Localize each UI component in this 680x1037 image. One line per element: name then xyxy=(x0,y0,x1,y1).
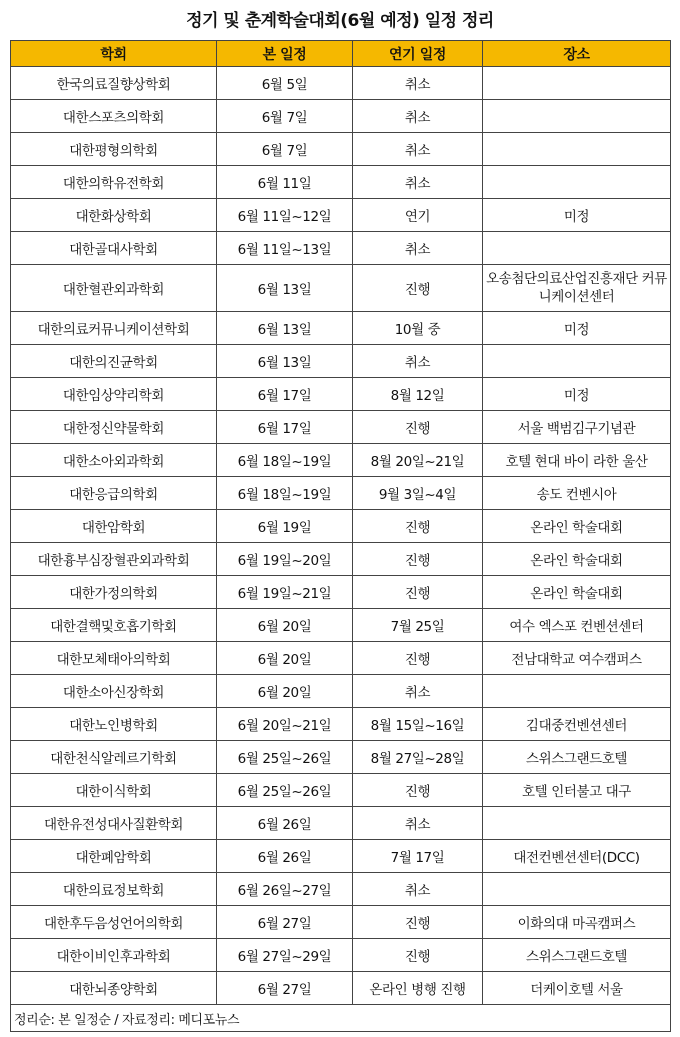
page-title: 정기 및 춘계학술대회(6월 예정) 일정 정리 xyxy=(186,11,494,31)
table-row xyxy=(11,840,671,873)
cell-venue: 온라인 학술대회 xyxy=(483,576,671,609)
cell-society: 대한흉부심장혈관외과학회 xyxy=(11,543,217,576)
cell-postponed-date: 진행 xyxy=(353,939,483,972)
cell-original-date: 6월 25일~26일 xyxy=(217,774,353,807)
table-header-row xyxy=(11,41,671,67)
cell-society: 대한결핵및호흡기학회 xyxy=(11,609,217,642)
table-row xyxy=(11,807,671,840)
cell-venue: 호텔 현대 바이 라한 울산 xyxy=(483,444,671,477)
cell-postponed-date: 진행 xyxy=(353,265,483,312)
cell-original-date: 6월 18일~19일 xyxy=(217,477,353,510)
cell-postponed-date: 취소 xyxy=(353,67,483,100)
cell-society: 대한의료정보학회 xyxy=(11,873,217,906)
cell-postponed-date: 취소 xyxy=(353,345,483,378)
cell-society: 대한의진균학회 xyxy=(11,345,217,378)
cell-society: 대한정신약물학회 xyxy=(11,411,217,444)
cell-postponed-date: 7월 25일 xyxy=(353,609,483,642)
cell-postponed-date: 취소 xyxy=(353,166,483,199)
cell-original-date: 6월 17일 xyxy=(217,378,353,411)
cell-original-date: 6월 20일 xyxy=(217,642,353,675)
cell-postponed-date: 취소 xyxy=(353,100,483,133)
table-row xyxy=(11,675,671,708)
schedule-table xyxy=(10,40,671,1032)
cell-original-date: 6월 7일 xyxy=(217,133,353,166)
table-row xyxy=(11,939,671,972)
cell-venue: 오송첨단의료산업진흥재단 커뮤니케이션센터 xyxy=(483,265,671,312)
cell-postponed-date: 8월 15일~16일 xyxy=(353,708,483,741)
cell-postponed-date: 연기 xyxy=(353,199,483,232)
table-row xyxy=(11,133,671,166)
table-row xyxy=(11,906,671,939)
cell-original-date: 6월 20일 xyxy=(217,675,353,708)
cell-venue: 이화의대 마곡캠퍼스 xyxy=(483,906,671,939)
cell-postponed-date: 취소 xyxy=(353,675,483,708)
cell-original-date: 6월 27일~29일 xyxy=(217,939,353,972)
cell-society: 대한이비인후과학회 xyxy=(11,939,217,972)
cell-venue: 스위스그랜드호텔 xyxy=(483,741,671,774)
cell-venue: 온라인 학술대회 xyxy=(483,510,671,543)
cell-original-date: 6월 7일 xyxy=(217,100,353,133)
cell-postponed-date: 8월 20일~21일 xyxy=(353,444,483,477)
table-row xyxy=(11,642,671,675)
table-row xyxy=(11,100,671,133)
table-footer-row xyxy=(11,1005,671,1032)
cell-society: 대한의료커뮤니케이션학회 xyxy=(11,312,217,345)
cell-society: 대한혈관외과학회 xyxy=(11,265,217,312)
cell-venue: 미정 xyxy=(483,378,671,411)
cell-original-date: 6월 13일 xyxy=(217,312,353,345)
cell-venue xyxy=(483,67,671,100)
cell-original-date: 6월 26일 xyxy=(217,840,353,873)
cell-venue: 미정 xyxy=(483,312,671,345)
table-footnote: 정리순: 본 일정순 / 자료정리: 메디포뉴스 xyxy=(11,1005,671,1032)
table-row xyxy=(11,378,671,411)
cell-society: 대한이식학회 xyxy=(11,774,217,807)
cell-postponed-date: 10월 중 xyxy=(353,312,483,345)
cell-venue: 송도 컨벤시아 xyxy=(483,477,671,510)
cell-original-date: 6월 11일~13일 xyxy=(217,232,353,265)
cell-postponed-date: 취소 xyxy=(353,232,483,265)
cell-society: 대한응급의학회 xyxy=(11,477,217,510)
table-row xyxy=(11,543,671,576)
cell-venue: 온라인 학술대회 xyxy=(483,543,671,576)
cell-postponed-date: 진행 xyxy=(353,510,483,543)
cell-society: 대한소아외과학회 xyxy=(11,444,217,477)
cell-venue xyxy=(483,166,671,199)
cell-postponed-date: 온라인 병행 진행 xyxy=(353,972,483,1005)
cell-postponed-date: 진행 xyxy=(353,774,483,807)
cell-original-date: 6월 26일 xyxy=(217,807,353,840)
table-row xyxy=(11,232,671,265)
cell-original-date: 6월 25일~26일 xyxy=(217,741,353,774)
cell-original-date: 6월 20일 xyxy=(217,609,353,642)
cell-venue xyxy=(483,232,671,265)
cell-society: 한국의료질향상학회 xyxy=(11,67,217,100)
cell-original-date: 6월 5일 xyxy=(217,67,353,100)
cell-venue: 서울 백범김구기념관 xyxy=(483,411,671,444)
cell-original-date: 6월 19일 xyxy=(217,510,353,543)
cell-society: 대한후두음성언어의학회 xyxy=(11,906,217,939)
cell-society: 대한화상학회 xyxy=(11,199,217,232)
table-row xyxy=(11,345,671,378)
cell-postponed-date: 취소 xyxy=(353,133,483,166)
cell-venue: 더케이호텔 서울 xyxy=(483,972,671,1005)
cell-society: 대한유전성대사질환학회 xyxy=(11,807,217,840)
cell-society: 대한스포츠의학회 xyxy=(11,100,217,133)
table-row xyxy=(11,166,671,199)
cell-venue xyxy=(483,100,671,133)
cell-society: 대한소아신장학회 xyxy=(11,675,217,708)
cell-postponed-date: 9월 3일~4일 xyxy=(353,477,483,510)
table-row xyxy=(11,67,671,100)
cell-society: 대한천식알레르기학회 xyxy=(11,741,217,774)
cell-society: 대한폐암학회 xyxy=(11,840,217,873)
cell-venue: 여수 엑스포 컨벤션센터 xyxy=(483,609,671,642)
table-row xyxy=(11,199,671,232)
cell-original-date: 6월 17일 xyxy=(217,411,353,444)
table-row xyxy=(11,411,671,444)
table-row xyxy=(11,444,671,477)
cell-postponed-date: 진행 xyxy=(353,543,483,576)
table-row xyxy=(11,265,671,312)
cell-venue: 대전컨벤션센터(DCC) xyxy=(483,840,671,873)
cell-original-date: 6월 13일 xyxy=(217,265,353,312)
cell-venue: 전남대학교 여수캠퍼스 xyxy=(483,642,671,675)
cell-venue: 스위스그랜드호텔 xyxy=(483,939,671,972)
cell-venue xyxy=(483,873,671,906)
cell-society: 대한골대사학회 xyxy=(11,232,217,265)
table-row xyxy=(11,774,671,807)
table-row xyxy=(11,477,671,510)
cell-original-date: 6월 19일~21일 xyxy=(217,576,353,609)
table-row xyxy=(11,609,671,642)
cell-postponed-date: 취소 xyxy=(353,807,483,840)
table-row xyxy=(11,972,671,1005)
column-header-postponed-date: 연기 일정 xyxy=(353,41,483,67)
column-header-original-date: 본 일정 xyxy=(217,41,353,67)
cell-society: 대한모체태아의학회 xyxy=(11,642,217,675)
cell-postponed-date: 진행 xyxy=(353,642,483,675)
cell-venue xyxy=(483,807,671,840)
cell-original-date: 6월 11일~12일 xyxy=(217,199,353,232)
cell-postponed-date: 진행 xyxy=(353,411,483,444)
cell-original-date: 6월 20일~21일 xyxy=(217,708,353,741)
cell-postponed-date: 8월 12일 xyxy=(353,378,483,411)
cell-original-date: 6월 13일 xyxy=(217,345,353,378)
cell-society: 대한임상약리학회 xyxy=(11,378,217,411)
cell-original-date: 6월 11일 xyxy=(217,166,353,199)
table-row xyxy=(11,312,671,345)
cell-society: 대한노인병학회 xyxy=(11,708,217,741)
table-row xyxy=(11,873,671,906)
cell-postponed-date: 7월 17일 xyxy=(353,840,483,873)
cell-society: 대한가정의학회 xyxy=(11,576,217,609)
cell-original-date: 6월 19일~20일 xyxy=(217,543,353,576)
table-row xyxy=(11,510,671,543)
cell-original-date: 6월 27일 xyxy=(217,972,353,1005)
column-header-venue: 장소 xyxy=(483,41,671,67)
cell-venue xyxy=(483,133,671,166)
table-row xyxy=(11,576,671,609)
cell-original-date: 6월 18일~19일 xyxy=(217,444,353,477)
cell-venue: 미정 xyxy=(483,199,671,232)
cell-venue: 호텔 인터불고 대구 xyxy=(483,774,671,807)
cell-postponed-date: 진행 xyxy=(353,906,483,939)
cell-society: 대한뇌종양학회 xyxy=(11,972,217,1005)
table-row xyxy=(11,708,671,741)
cell-postponed-date: 취소 xyxy=(353,873,483,906)
cell-society: 대한평형의학회 xyxy=(11,133,217,166)
cell-postponed-date: 8월 27일~28일 xyxy=(353,741,483,774)
column-header-society: 학회 xyxy=(11,41,217,67)
cell-society: 대한의학유전학회 xyxy=(11,166,217,199)
cell-venue xyxy=(483,345,671,378)
cell-original-date: 6월 27일 xyxy=(217,906,353,939)
cell-society: 대한암학회 xyxy=(11,510,217,543)
cell-venue xyxy=(483,675,671,708)
cell-venue: 김대중컨벤션센터 xyxy=(483,708,671,741)
cell-postponed-date: 진행 xyxy=(353,576,483,609)
table-row xyxy=(11,741,671,774)
cell-original-date: 6월 26일~27일 xyxy=(217,873,353,906)
